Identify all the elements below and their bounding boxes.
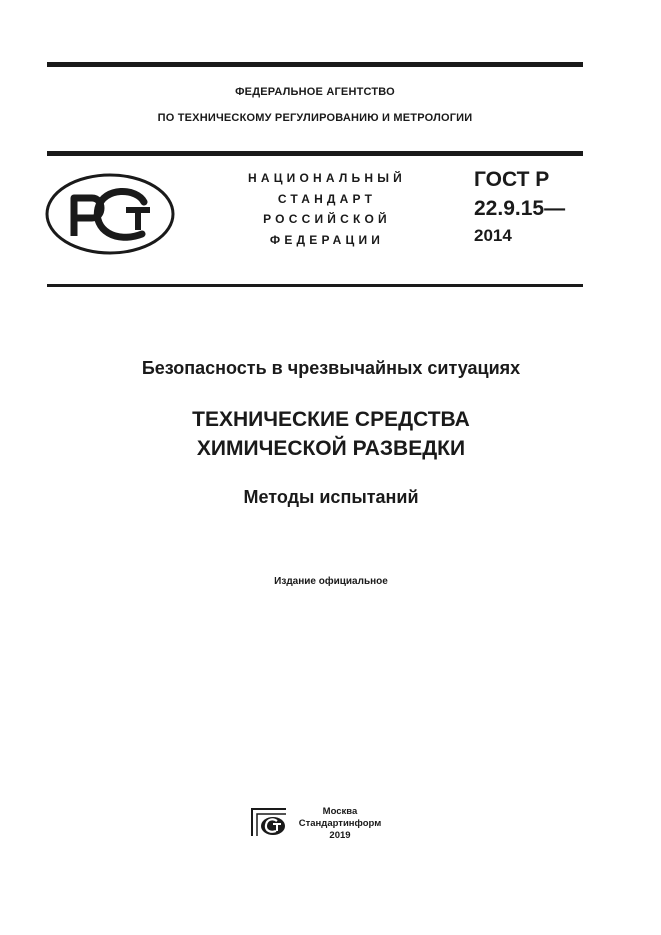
gost-code-line-3: 2014 xyxy=(474,226,512,245)
publisher-city: Москва xyxy=(322,806,358,817)
publisher-name: Стандартинформ xyxy=(298,818,382,829)
gost-code-line-2: 22.9.15— xyxy=(474,197,566,220)
standard-type-line-4: ФЕДЕРАЦИИ xyxy=(269,233,385,247)
document-title-line-1: ТЕХНИЧЕСКИЕ СРЕДСТВА xyxy=(192,408,470,431)
document-title-line-2: ХИМИЧЕСКОЙ РАЗВЕДКИ xyxy=(196,437,466,460)
agency-line-2: ПО ТЕХНИЧЕСКОМУ РЕГУЛИРОВАНИЮ И МЕТРОЛОГИИ xyxy=(157,112,473,124)
standartinform-logo-icon xyxy=(249,805,289,839)
header-rule xyxy=(47,151,583,156)
gost-code-line-1: ГОСТ Р xyxy=(474,168,550,191)
standard-type-line-2: СТАНДАРТ xyxy=(277,192,377,206)
edition-note: Издание официальное xyxy=(274,576,388,587)
standard-type-line-1: НАЦИОНАЛЬНЫЙ xyxy=(247,171,407,185)
document-subject: Безопасность в чрезвычайных ситуациях xyxy=(141,358,521,378)
top-rule xyxy=(47,62,583,67)
rst-gost-logo-icon xyxy=(44,172,176,256)
standard-type-line-3: РОССИЙСКОЙ xyxy=(263,212,391,226)
standard-block-rule xyxy=(47,284,583,287)
publication-year: 2019 xyxy=(329,830,351,841)
document-subtitle: Методы испытаний xyxy=(243,487,419,507)
agency-line-1: ФЕДЕРАЛЬНОЕ АГЕНТСТВО xyxy=(235,86,395,98)
